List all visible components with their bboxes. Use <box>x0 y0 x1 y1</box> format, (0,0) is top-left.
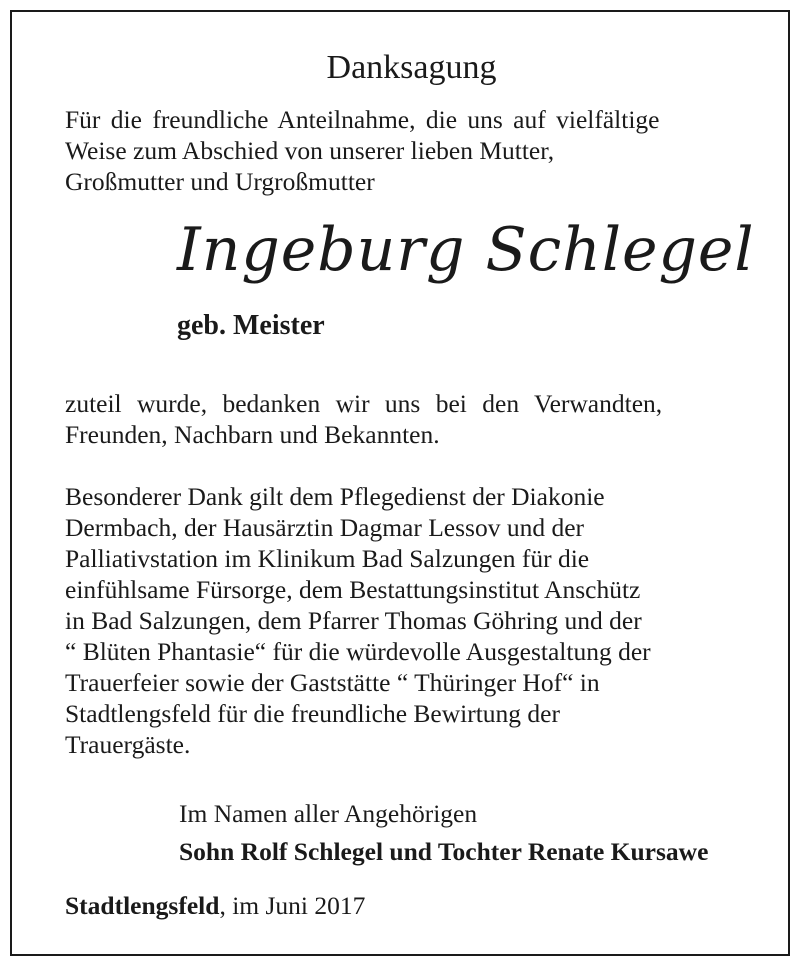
place-date <box>65 890 365 921</box>
deceased-name: Ingeburg Schlegel <box>177 215 755 285</box>
date: , im Juni 2017 <box>219 891 366 920</box>
special-thanks-line: Trauerfeier sowie der Gaststätte “ Thüringer Hof“ in <box>65 668 600 697</box>
special-thanks-line: einfühlsame Fürsorge, dem Bestattungsinstitut Anschütz <box>65 575 641 604</box>
notice-title: Danksagung <box>326 49 497 86</box>
special-thanks-line: Dermbach, der Hausärztin Dagmar Lessov und der <box>65 513 585 542</box>
special-thanks-line: Besonderer Dank gilt dem Pflegedienst der Diakonie <box>65 482 605 511</box>
on-behalf-line: Im Namen aller Angehörigen <box>179 799 478 828</box>
thanks-paragraph <box>65 388 758 450</box>
intro-paragraph <box>65 104 758 197</box>
special-thanks-line: Palliativstation im Klinikum Bad Salzungen für die <box>65 544 590 573</box>
signatories: Sohn Rolf Schlegel und Tochter Renate Kursawe <box>179 837 709 866</box>
notice-frame <box>10 10 790 956</box>
thanks-line: zuteil wurde, bedanken wir uns bei den Verwandten, <box>65 389 663 418</box>
special-thanks-line: Stadtlengsfeld für die freundliche Bewirtung der <box>65 699 560 728</box>
thanks-line: Freunden, Nachbarn und Bekannten. <box>65 420 440 449</box>
special-thanks-line: Trauergäste. <box>65 730 191 759</box>
special-thanks-paragraph <box>65 481 758 760</box>
intro-line: Großmutter und Urgroßmutter <box>65 167 375 196</box>
intro-line: Weise zum Abschied von unserer lieben Mutter, <box>65 136 555 165</box>
place: Stadtlengsfeld <box>65 891 220 920</box>
special-thanks-line: “ Blüten Phantasie“ für die würdevolle Ausgestaltung der <box>65 637 651 666</box>
maiden-name: geb. Meister <box>177 310 325 341</box>
special-thanks-line: in Bad Salzungen, dem Pfarrer Thomas Göhring und der <box>65 606 642 635</box>
intro-line: Für die freundliche Anteilnahme, die uns auf vielfältige <box>65 105 660 134</box>
